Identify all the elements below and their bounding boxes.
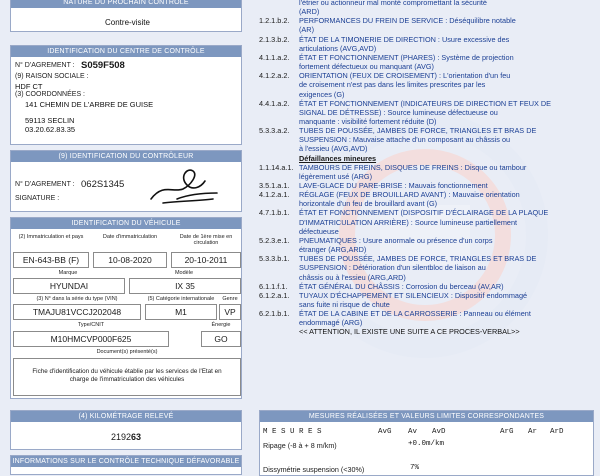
brand-label: Marque [58, 270, 78, 276]
type-value: M10HMCVP000F625 [13, 331, 169, 347]
defect-text: ÉTAT ET FONCTIONNEMENT (DISPOSITIF D'ÉCLAIRAGE DE LA PLAQUE [299, 208, 549, 218]
defect-code: 6.1.2.a.1. [259, 290, 290, 300]
defect-text: << ATTENTION, IL EXISTE UNE SUITE A CE PROCES-VERBAL>> [299, 327, 520, 337]
defect-text: châssis ou à l'essieu (ARG,ARD) [299, 272, 406, 282]
col-ard: ArD [550, 428, 564, 436]
measures-col-title: M E S U R E S [263, 428, 322, 436]
defect-text: ORIENTATION (FEUX DE CROISEMENT) : L'orientation d'un feu [299, 71, 511, 81]
controller-agreement-value: 062S1345 [81, 179, 125, 190]
center-agreement-label: N° D'AGREMENT : [15, 62, 75, 69]
ripage-label: Ripage (-8 à + 8 m/km) [263, 441, 337, 450]
ripage-value: +0.0m/km [408, 440, 445, 448]
defect-text: (AR) [299, 25, 314, 35]
defect-text: endommagé (ARG) [299, 318, 363, 328]
defect-code: 6.1.1.f.1. [259, 281, 288, 291]
defect-text: étranger (ARG,ARD) [299, 245, 367, 255]
defect-text: TUBES DE POUSSÉE, JAMBES DE FORCE, TRIANGLES ET BRAS DE [299, 254, 537, 264]
category-label: (5) Catégorie internationale [147, 296, 215, 302]
mileage-value [111, 432, 141, 442]
measures-card [259, 410, 594, 476]
category-value: M1 [145, 304, 217, 320]
center-header: IDENTIFICATION DU CENTRE DE CONTRÔLE [11, 46, 241, 57]
defect-text: RÉGLAGE (FEUX DE BROUILLARD AVANT) : Mauvaise orientation [299, 190, 520, 200]
col-avg: AvG [378, 428, 392, 436]
mileage-header: (4) KILOMÉTRAGE RELEVÉ [11, 411, 241, 422]
vin-value: TMAJU81VCCJ202048 [13, 304, 141, 320]
defect-text: TUBES DE POUSSÉE, JAMBES DE FORCE, TRIANGLES ET BRAS DE [299, 126, 537, 136]
defect-text: D'IMMATRICULATION ARRIÈRE) : Source lumineuse partiellement [299, 217, 518, 227]
col-arg: ArG [500, 428, 514, 436]
controller-agreement-label: N° D'AGREMENT : [15, 181, 75, 188]
next-visit-card [10, 0, 242, 32]
docs-label: Document(s) présenté(s) [96, 349, 158, 355]
defect-text: PERFORMANCES DU FREIN DE SERVICE : Déséquilibre notable [299, 16, 516, 26]
docs-box [13, 358, 241, 396]
defect-text: ÉTAT DE LA TIMONERIE DE DIRECTION : Usure excessive des [299, 34, 510, 44]
center-name-value: HDF CT [15, 82, 43, 91]
defect-text: TAMBOURS DE FREINS, DISQUES DE FREINS : Disque ou tambour [299, 162, 527, 172]
col-ar: Ar [528, 428, 538, 436]
defect-text: PNEUMATIQUES : Usure anormale ou présence d'un corps [299, 235, 493, 245]
center-address-line3: 03.20.62.83.35 [25, 125, 76, 134]
genre-value: VP [219, 304, 241, 320]
bottom-info-card [10, 455, 242, 475]
defect-text: articulations (AVG,AVD) [299, 43, 377, 53]
defect-text: manquante : visibilité fortement réduite (D) [299, 116, 437, 126]
controller-card [10, 150, 242, 212]
model-label: Modèle [174, 270, 194, 276]
defect-code: 2.1.3.b.2. [259, 34, 290, 44]
docs-value-line2: charge de l'immatriculation des véhicules [69, 376, 185, 383]
date-label: Date d'immatriculation [102, 234, 158, 240]
vehicle-header: IDENTIFICATION DU VÉHICULE [11, 218, 241, 229]
center-address-line1: 141 CHEMIN DE L'ARBRE DE GUISE [25, 100, 154, 109]
defect-text: ÉTAT ET FONCTIONNEMENT (PHARES) : Système de projection [299, 52, 514, 62]
signature-label: SIGNATURE : [15, 195, 60, 202]
genre-label: Genre [222, 296, 238, 302]
defect-section-heading: Défaillances mineures [299, 153, 377, 163]
center-address-label: (3) COORDONNÉES : [15, 91, 86, 98]
defect-text: ÉTAT ET FONCTIONNEMENT (INDICATEURS DE DIRECTION ET FEUX DE [299, 98, 552, 108]
energy-label: Énergie [211, 322, 231, 328]
mileage-card [10, 410, 242, 450]
measures-header: MESURES RÉALISÉES ET VALEURS LIMITES CORRESPONDANTES [260, 411, 593, 422]
docs-value-line1: Fiche d'identification du véhicule établie par les services de l'Etat en [32, 368, 222, 375]
defect-text: SUSPENSION : Détérioration d'un silentbloc de liaison au [299, 263, 486, 273]
col-av: Av [408, 428, 418, 436]
defect-text: à l'essieu (AVG,AVD) [299, 144, 368, 154]
defect-text: ÉTAT DE LA CABINE ET DE LA CARROSSERIE : Panneau ou élément [299, 309, 531, 319]
signature-scribble [143, 163, 223, 208]
type-label: Type/CNIT [77, 322, 105, 328]
bottom-info-header: INFORMATIONS SUR LE CONTRÔLE TECHNIQUE DÉFAVORABLE [12, 458, 240, 465]
reg-value: EN-643-BB (F) [13, 252, 89, 268]
defect-text: de croisement n'est pas dans les limites prescrites par les [299, 80, 486, 90]
defect-code: 4.1.2.a.2. [259, 71, 290, 81]
defect-code: 1.1.14.a.1. [259, 162, 294, 172]
defect-text: légèrement usé (ARG) [299, 171, 372, 181]
model-value: IX 35 [129, 278, 241, 294]
defect-code: 6.2.1.b.1. [259, 309, 290, 319]
defect-code: 5.3.3.a.2. [259, 126, 290, 136]
controller-header: (9) IDENTIFICATION DU CONTRÔLEUR [11, 151, 241, 162]
center-address-line2: 59113 SECLIN [25, 116, 75, 125]
defect-text: LAVE-GLACE DU PARE-BRISE : Mauvais fonctionnement [299, 181, 488, 190]
center-name-label: (9) RAISON SOCIALE : [15, 73, 89, 80]
vehicle-card [10, 217, 242, 399]
center-agreement-value: S059F508 [81, 60, 125, 71]
defect-text: défectueuse [299, 226, 339, 236]
defect-code: 1.2.1.b.2. [259, 16, 290, 26]
defect-code: 4.4.1.a.2. [259, 98, 290, 108]
next-visit-header: NATURE DU PROCHAIN CONTRÔLE [11, 0, 241, 8]
defect-code: 5.2.3.e.1. [259, 235, 290, 245]
defect-text: horizontale d'un feu de brouillard avant (G) [299, 199, 438, 209]
defect-text: ÉTAT GÉNÉRAL DU CHÂSSIS : Corrosion du berceau (AV,AR) [299, 281, 504, 291]
center-card [10, 45, 242, 145]
mileage-value-thousands: 2192 [111, 432, 132, 442]
defect-code: 4.7.1.b.1. [259, 208, 290, 218]
col-avd: AvD [432, 428, 446, 436]
reg-label: (2) Immatriculation et pays [18, 234, 84, 240]
defect-code: 4.1.1.a.2. [259, 52, 290, 62]
energy-value: GO [201, 331, 241, 347]
defect-text: SIGNAL DE DÉTRESSE) : Source lumineuse défectueuse ou [299, 107, 498, 117]
defect-code: 3.5.1.a.1. [259, 181, 290, 190]
dissym-label: Dissymétrie suspension (<30%) [263, 465, 365, 474]
mileage-value-units: 63 [131, 432, 142, 442]
first-date-label: Date de 1ère mise en circulation [179, 234, 233, 246]
defect-code: 4.1.2.a.1. [259, 190, 290, 200]
defect-text: SUSPENSION : Mauvaise attache d'un composant au châssis ou [299, 135, 511, 145]
date-value: 10-08-2020 [93, 252, 167, 268]
defect-text: exigences (G) [299, 89, 345, 99]
defect-text: (ARD) [299, 7, 320, 17]
defect-text: TUYAUX D'ÉCHAPPEMENT ET SILENCIEUX : Dispositif endommagé [299, 290, 528, 300]
defect-text: sans fuite ni risque de chute [299, 299, 390, 309]
defect-text: fortement défectueux ou manquant (AVG) [299, 62, 434, 72]
vin-label: (3) N° dans la série du type (VIN) [36, 296, 118, 302]
first-date-value: 20-10-2011 [171, 252, 241, 268]
defect-text: l'étrier ou actionneur mal monté compromettant la sécurité [299, 0, 487, 7]
brand-value: HYUNDAI [13, 278, 125, 294]
dissym-value: 7% [410, 464, 420, 472]
next-visit-value: Contre-visite [105, 18, 150, 27]
defect-code: 5.3.3.b.1. [259, 254, 290, 264]
